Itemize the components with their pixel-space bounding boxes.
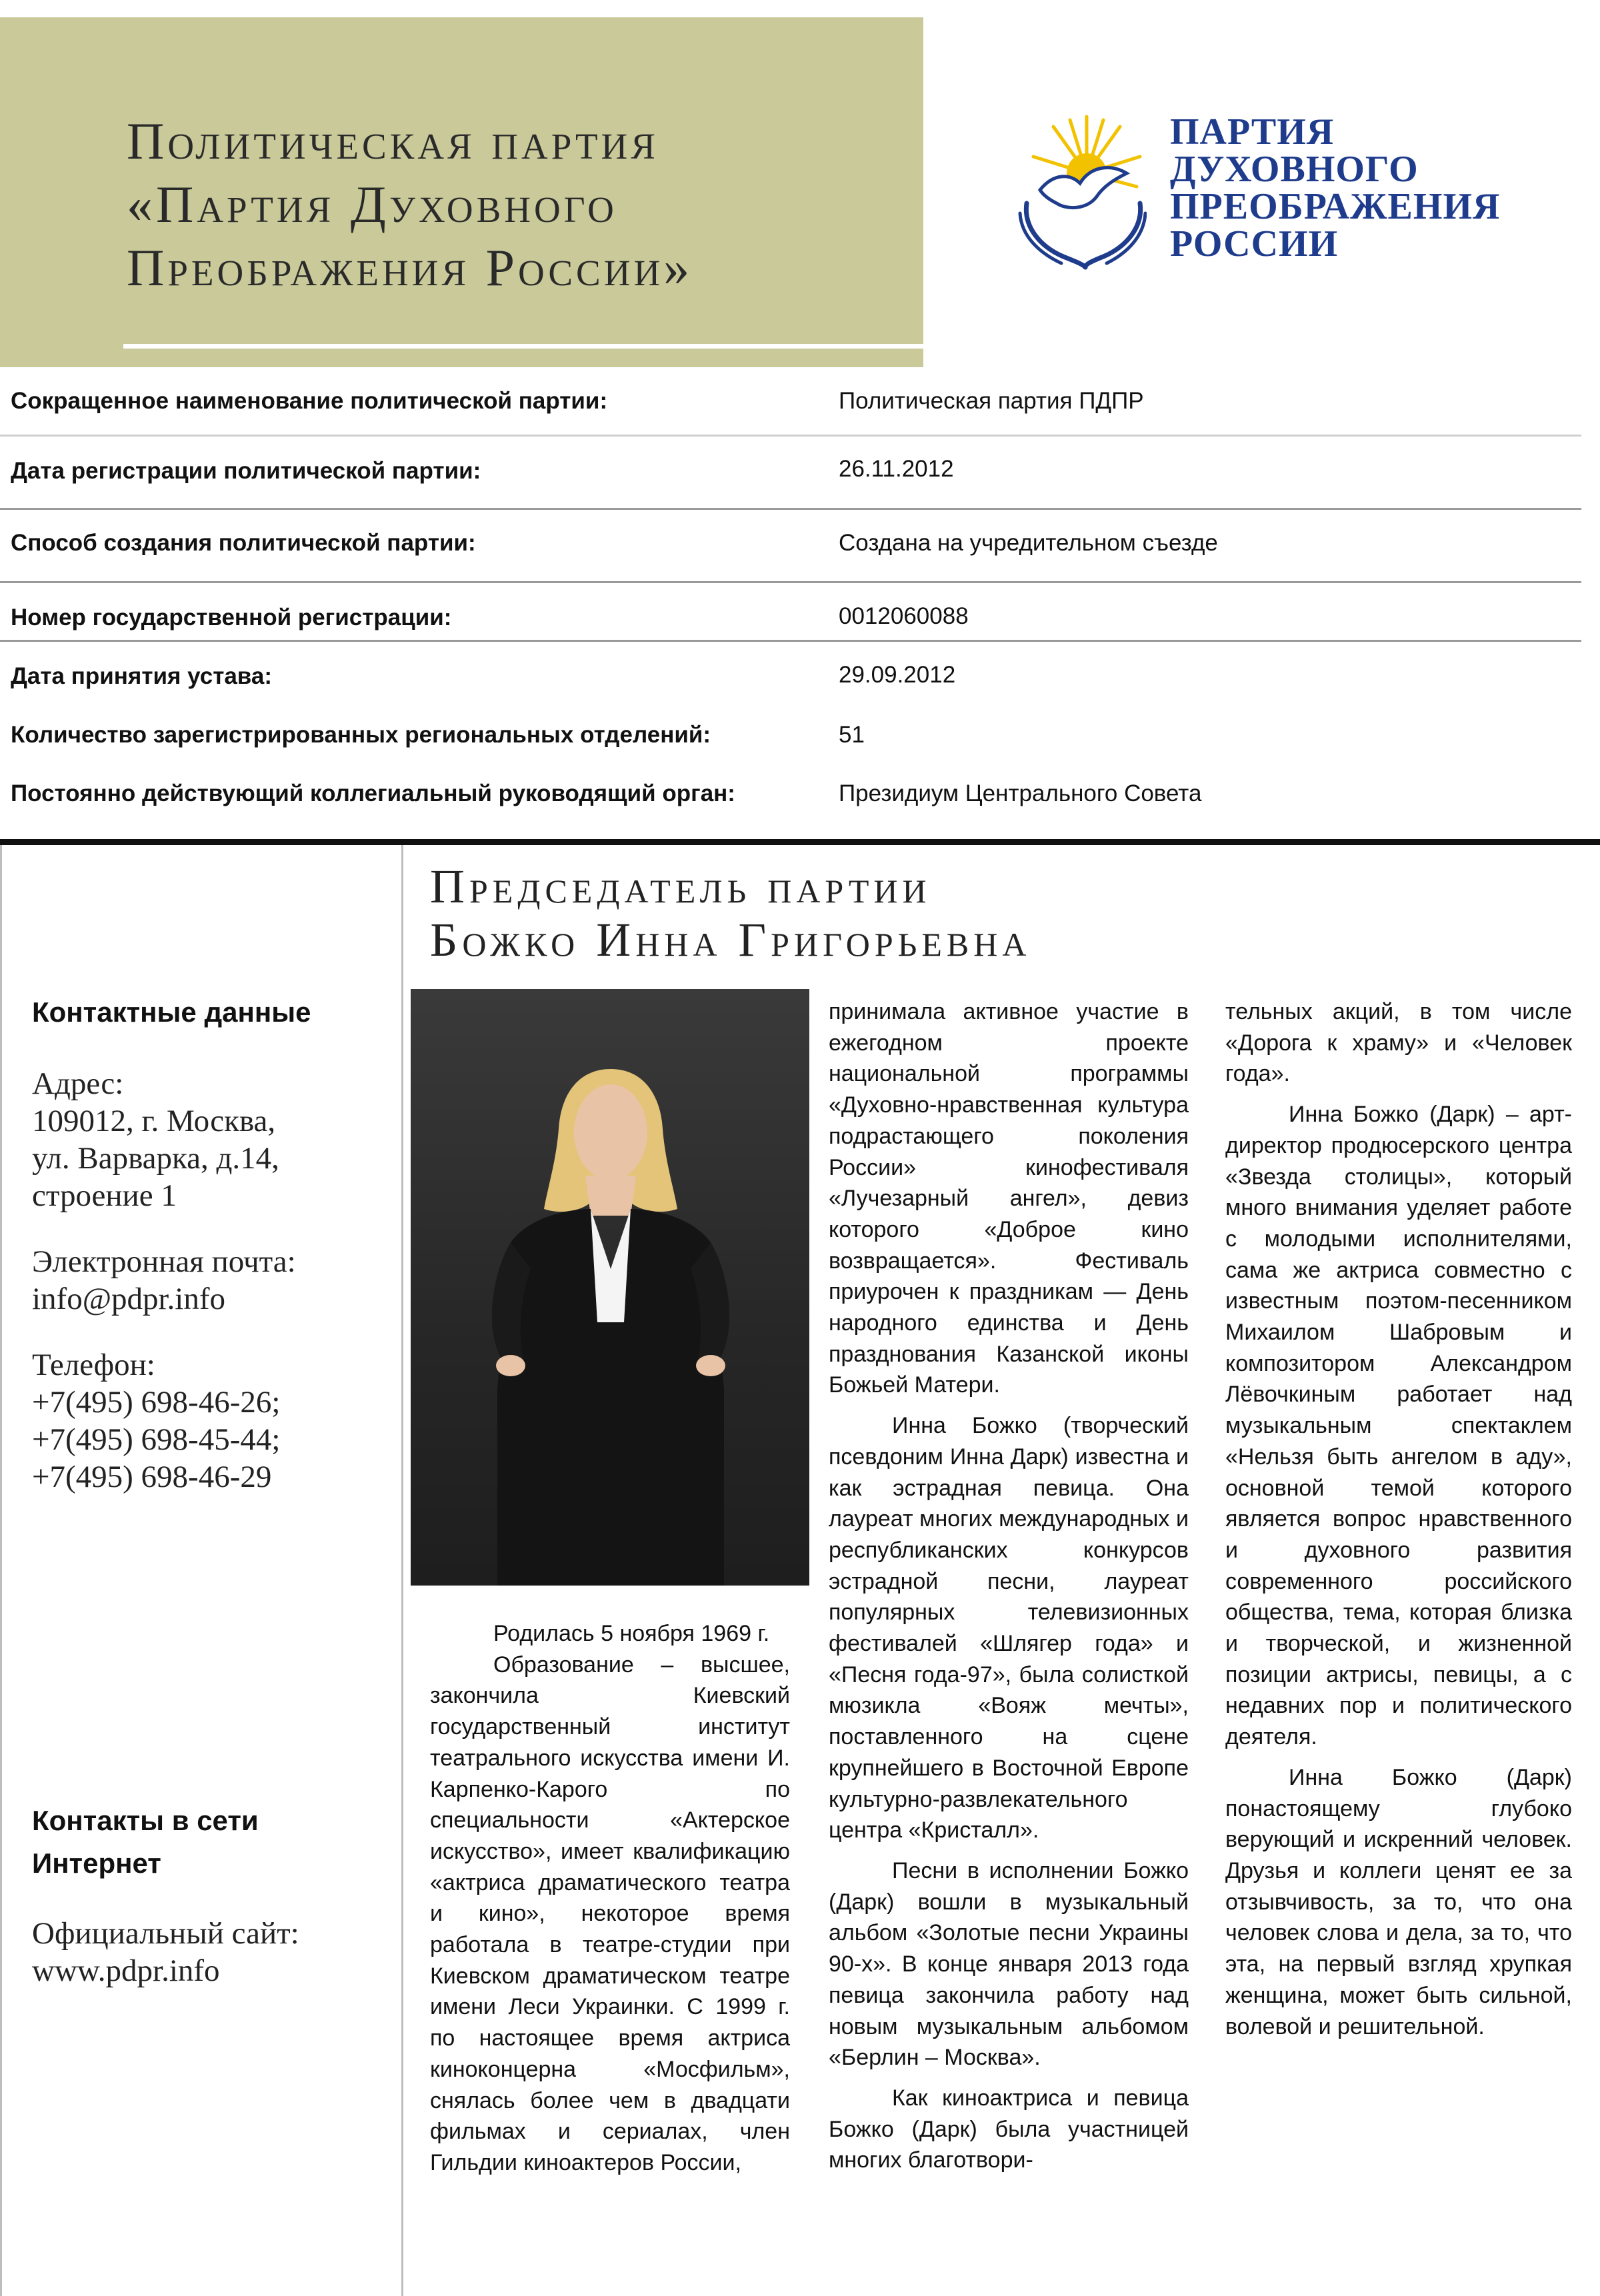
info-row-short-name bbox=[0, 368, 1581, 437]
chairman-heading bbox=[430, 860, 1031, 966]
info-row-registration-date bbox=[0, 435, 1581, 510]
info-value: 0012060088 bbox=[839, 603, 969, 629]
internet-contacts-heading bbox=[32, 1799, 259, 1885]
left-border bbox=[0, 845, 2, 2296]
logo-line: ПАРТИЯ bbox=[1170, 111, 1335, 153]
heading-line: Контакты в сети bbox=[32, 1805, 259, 1836]
bio-paragraph: Инна Божко (Дарк) – арт-директор продюсерского центра «Звезда столицы», который много внимания уделяет работе с молодыми исполнителями, сама же актриса совместно с известным поэтом-песенником Михаилом Шабровым и композитором Александром Лёвочкиным работает над музыкальным спектаклем «Нельзя быть ангелом в аду», основной темой которого является вопрос нравственного и духовного развития современного российского общества, тема, которая близка и творческой, и жизненной позиции актрисы, певицы, а с недавних пор и политического деятеля. bbox=[1225, 1102, 1572, 1750]
bio-paragraph: Как киноактриса и певица Божко (Дарк) была участницей многих благотвори- bbox=[829, 2085, 1189, 2173]
dove-hands-icon bbox=[1013, 110, 1147, 270]
chairman-name: Божко Инна Григорьевна bbox=[430, 913, 1031, 966]
party-logo bbox=[1013, 110, 1520, 270]
info-value: 51 bbox=[839, 722, 865, 748]
info-value: 26.11.2012 bbox=[839, 456, 954, 482]
bio-paragraph: Родилась 5 ноября 1969 г. bbox=[493, 1621, 770, 1646]
logo-line: ПРЕОБРАЖЕНИЯ bbox=[1170, 186, 1501, 227]
address-line: строение 1 bbox=[32, 1178, 177, 1213]
website-block bbox=[32, 1915, 299, 1989]
info-label: Номер государственной регистрации: bbox=[11, 604, 452, 630]
phone-label: Телефон: bbox=[32, 1348, 155, 1382]
header-banner bbox=[0, 17, 923, 367]
logo-wordmark bbox=[1170, 113, 1500, 263]
info-row-regional-branches bbox=[0, 700, 1581, 759]
logo-line: РОССИИ bbox=[1170, 223, 1339, 265]
phone-number: +7(495) 698-45-44; bbox=[32, 1422, 281, 1457]
info-label: Дата принятия устава: bbox=[11, 663, 272, 689]
bio-paragraph: Образование – высшее, закончила Киевский государственный институт театрального искусства имени И. Карпенко-Карого по специальности «Актерское искусство», имеет квалификацию «актриса драматического театра и кино», некоторое время работала в театре-студии при Киевском драматическом театре имени Леси Украинки. С 1999 г. по настоящее время актриса киноконцерна «Мосфильм», снялась более чем в двадцати фильмах и сериалах, член Гильдии киноактеров России, bbox=[430, 1652, 790, 2175]
bio-column-1 bbox=[430, 1618, 790, 2179]
bio-paragraph: Инна Божко (творческий псевдоним Инна Дарк) известна и как эстрадная певица. Она лауреат многих международных и республиканских конкурсов эстрадной песни, лауреат популярных телевизионных фестивалей «Шлягер года» и «Песня года-97», была солисткой мюзикла «Вояж мечты», поставленного на сцене крупнейшего в Восточной Европе культурно-развлекательного центра «Кристалл». bbox=[829, 1413, 1189, 1843]
header-underline bbox=[123, 344, 923, 349]
info-value: Создана на учредительном съезде bbox=[839, 530, 1218, 556]
email-label: Электронная почта: bbox=[32, 1244, 296, 1279]
address-line: ул. Варварка, д.14, bbox=[32, 1141, 279, 1176]
info-row-charter-date bbox=[0, 642, 1581, 700]
sidebar-divider bbox=[401, 845, 403, 2296]
bio-paragraph: тельных акций, в том числе «Дорога к храму» и «Человек года». bbox=[1225, 999, 1572, 1087]
info-value: Президиум Центрального Совета bbox=[839, 780, 1202, 806]
bio-paragraph: принимала активное участие в ежегодном проекте национальной программы «Духовно-нравственная культура подрастающего поколения России» кинофестиваля «Лучезарный ангел», девиз которого «Доброе кино возвращается». Фестиваль приурочен к праздникам — День народного единства и День празднования Казанской иконы Божьей Матери. bbox=[829, 999, 1189, 1398]
portrait-figure bbox=[411, 989, 809, 1586]
info-label: Постоянно действующий коллегиальный руководящий орган: bbox=[11, 780, 735, 806]
bio-column-3 bbox=[1225, 996, 1572, 2042]
chairman-photo bbox=[411, 989, 809, 1586]
phone-number: +7(495) 698-46-29 bbox=[32, 1460, 272, 1494]
email-block bbox=[32, 1243, 296, 1318]
info-value: 29.09.2012 bbox=[839, 662, 956, 688]
email-link[interactable]: info@pdpr.info bbox=[32, 1282, 226, 1316]
party-name-line: Политическая партия bbox=[127, 112, 659, 170]
info-label: Сокращенное наименование политической партии: bbox=[11, 388, 608, 414]
party-name-line: Преображения России» bbox=[127, 239, 693, 297]
info-row-creation-method bbox=[0, 510, 1581, 583]
chairman-title: Председатель партии bbox=[430, 860, 931, 913]
info-row-state-reg-number bbox=[0, 583, 1581, 642]
contacts-heading: Контактные данные bbox=[32, 996, 311, 1028]
info-label: Дата регистрации политической партии: bbox=[11, 458, 481, 484]
party-full-name bbox=[127, 109, 913, 299]
phone-block bbox=[32, 1346, 280, 1496]
info-label: Способ создания политической партии: bbox=[11, 530, 476, 556]
address-block bbox=[32, 1065, 279, 1214]
bio-paragraph: Песни в исполнении Божко (Дарк) вошли в музыкальный альбом «Золотые песни Украины 90-х». В конце января 2013 года певица закончила работу над новым музыкальным альбомом «Берлин – Москва». bbox=[829, 1857, 1189, 2071]
info-value: Политическая партия ПДПР bbox=[839, 388, 1144, 414]
address-line: 109012, г. Москва, bbox=[32, 1104, 276, 1138]
info-row-governing-body bbox=[0, 759, 1581, 818]
website-link[interactable]: www.pdpr.info bbox=[32, 1953, 220, 1988]
section-divider bbox=[0, 839, 1600, 845]
party-name-line: «Партия Духовного bbox=[127, 175, 617, 233]
heading-line: Интернет bbox=[32, 1847, 161, 1879]
info-label: Количество зарегистрированных региональных отделений: bbox=[11, 722, 711, 748]
phone-number: +7(495) 698-46-26; bbox=[32, 1385, 281, 1420]
bio-paragraph: Инна Божко (Дарк) понастоящему глубоко верующий и искренний человек. Друзья и коллеги ценят ее за отзывчивость, за то, что она человек слова и дела, за то, что эта, на первый взгляд хрупкая женщина, может быть сильной, волевой и решительной. bbox=[1225, 1764, 1572, 2039]
address-label: Адрес: bbox=[32, 1066, 124, 1101]
bio-column-2 bbox=[829, 996, 1189, 2176]
logo-line: ДУХОВНОГО bbox=[1170, 149, 1419, 190]
website-label: Официальный сайт: bbox=[32, 1916, 299, 1951]
